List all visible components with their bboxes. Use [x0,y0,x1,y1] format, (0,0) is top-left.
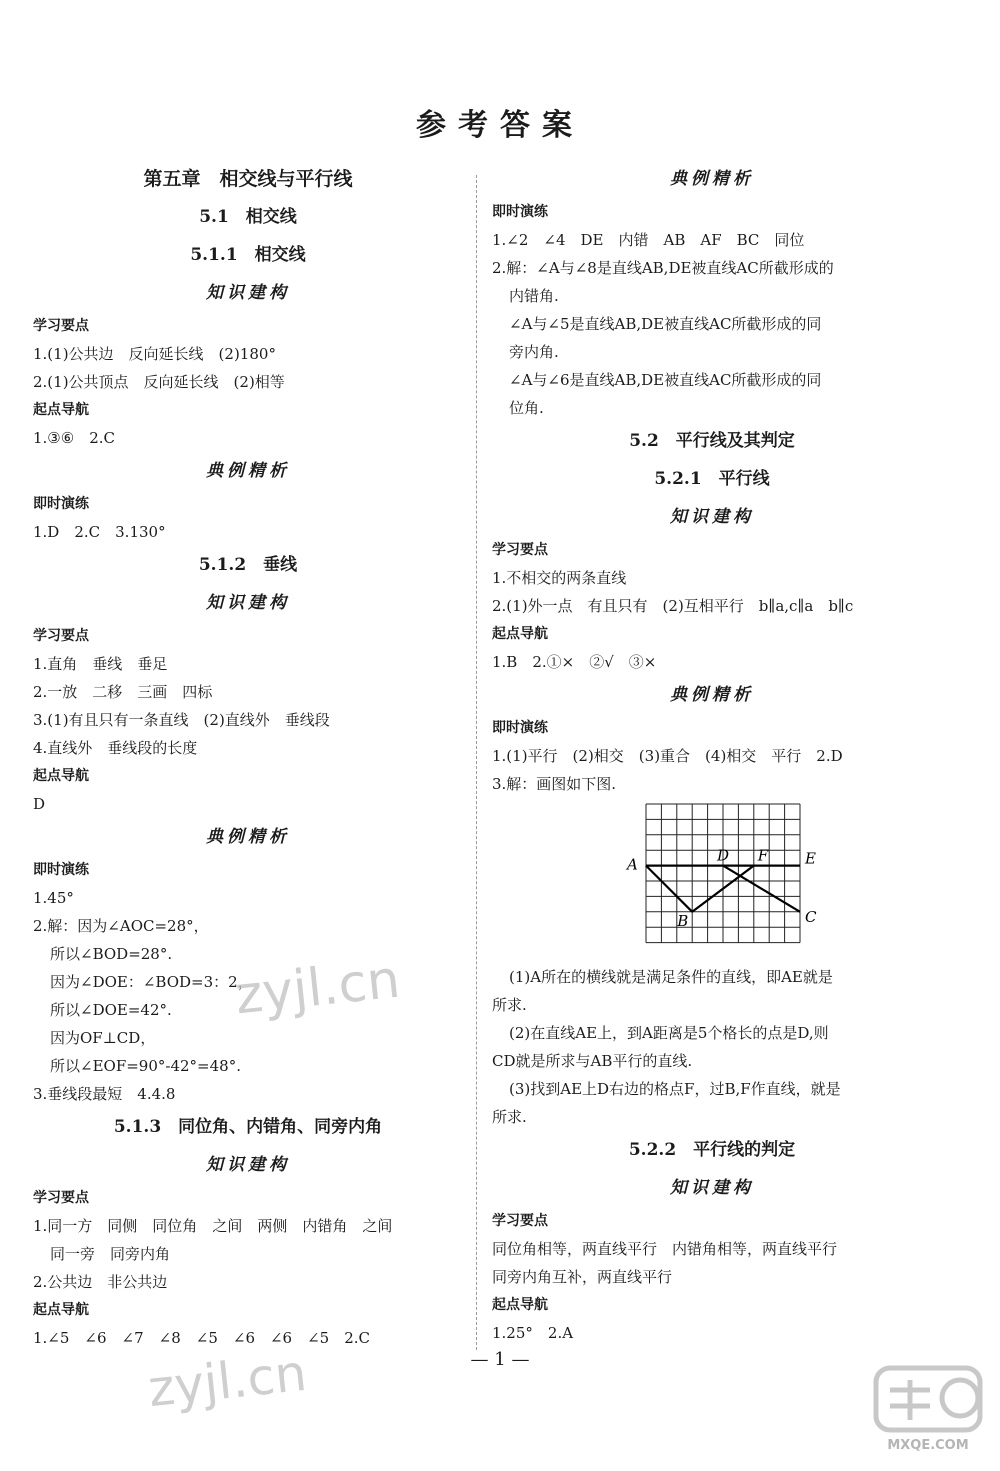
section-heading: 5.1.3 同位角、内错角、同旁内角 [113,1117,383,1137]
column-divider [476,175,477,1350]
label-heading: 学习要点 [33,318,89,334]
watermark-bottom: zyjl.cn [145,1343,310,1419]
label-heading: 起点导航 [33,768,89,784]
answer-line: 1.45° [33,889,74,907]
answer-line: (2)在直线AE上，到A距离是5个格长的点是D,则 [509,1024,829,1042]
subsection-heading: 知识建构 [206,1155,290,1175]
answer-line: 所以∠BOD=28°. [50,945,173,963]
answer-line: CD就是所求与AB平行的直线. [492,1052,693,1070]
answer-line: 所以∠EOF=90°-42°=48°. [50,1057,241,1075]
subsection-heading: 知识建构 [670,1178,754,1198]
section-heading: 5.2.2 平行线的判定 [628,1140,796,1160]
line-ab [646,866,692,912]
logo-icon [868,1360,988,1438]
answer-line: 1.③⑥ 2.C [33,429,115,447]
section-heading: 5.1 相交线 [199,207,297,227]
left-column [33,160,463,1352]
answer-line: 1.不相交的两条直线 [492,569,627,587]
label-heading: 起点导航 [492,626,548,642]
section-heading: 5.1.1 相交线 [190,245,306,265]
answer-line: (3)找到AE上D右边的格点F，过B,F作直线，就是 [509,1080,841,1098]
label-heading: 即时演练 [33,862,89,878]
label-heading: 起点导航 [33,402,89,418]
answer-line: 因为∠DOE：∠BOD=3：2， [50,973,253,991]
subsection-heading: 典例精析 [206,461,290,481]
answer-line: 2.一放 二移 三画 四标 [33,683,213,701]
answer-line: 旁内角. [509,343,559,361]
answer-line: 1.B 2.①× ②√ ③× [492,653,657,671]
line-dc [723,866,800,912]
right-column [492,160,932,1347]
answer-line: (1)A所在的横线就是满足条件的直线，即AE就是 [509,968,833,986]
subsection-heading: 典例精析 [670,685,754,705]
page-number: — 1 — [470,1349,530,1370]
answer-line: 位角. [509,399,544,417]
answer-line: 1.D 2.C 3.130° [33,523,166,541]
answer-line: 1.(1)公共边 反向延长线 (2)180° [33,345,276,363]
subsection-heading: 知识建构 [670,507,754,527]
answer-line: 同旁内角互补，两直线平行 [492,1268,673,1286]
answer-line: 2.解：∠A与∠8是直线AB,DE被直线AC所截形成的 [492,259,834,277]
answer-line: 所求. [492,1108,527,1126]
label-heading: 学习要点 [492,542,548,558]
label-heading: 起点导航 [33,1302,89,1318]
label-heading: 即时演练 [33,496,89,512]
answer-line: 3.垂线段最短 4.4.8 [33,1085,176,1103]
label-heading: 学习要点 [492,1213,548,1229]
label-heading: 即时演练 [492,204,548,220]
answer-line: 所以∠DOE=42°. [50,1001,172,1019]
label-heading: 起点导航 [492,1297,548,1313]
subsection-heading: 典例精析 [670,169,754,189]
point-label-e: E [805,849,816,868]
label-heading: 即时演练 [492,720,548,736]
logo [868,1360,988,1460]
answer-line: 因为OF⊥CD， [50,1029,156,1047]
label-heading: 学习要点 [33,628,89,644]
answer-line: 所求. [492,996,527,1014]
page-title: 参考答案 [416,108,584,143]
section-heading: 5.2 平行线及其判定 [629,431,795,451]
subsection-heading: 典例精析 [206,827,290,847]
answer-line: 同一旁 同旁内角 [50,1245,171,1263]
answer-line: 1.∠5 ∠6 ∠7 ∠8 ∠5 ∠6 ∠6 ∠5 2.C [33,1329,370,1347]
answer-line: 3.(1)有且只有一条直线 (2)直线外 垂线段 [33,711,330,729]
answer-line: 1.同一方 同侧 同位角 之间 两侧 内错角 之间 [33,1217,393,1235]
point-label-f: F [757,846,769,865]
answer-line: 3.解：画图如下图. [492,775,617,793]
answer-line: 1.(1)平行 (2)相交 (3)重合 (4)相交 平行 2.D [492,747,843,765]
logo-text: MXQE.COM [887,1438,969,1453]
label-heading: 学习要点 [33,1190,89,1206]
section-heading: 5.1.2 垂线 [198,555,298,575]
answer-line: ∠A与∠5是直线AB,DE被直线AC所截形成的同 [509,315,822,333]
grid-figure [492,798,932,963]
point-label-a: A [627,855,638,874]
subsection-heading: 知识建构 [206,283,290,303]
answer-line: D [33,795,46,813]
answer-line: 1.25° 2.A [492,1324,574,1342]
answer-line: 2.(1)外一点 有且只有 (2)互相平行 b∥a,c∥a b∥c [492,597,854,615]
answer-line: 2.公共边 非公共边 [33,1273,168,1291]
grid-diagram [624,800,817,960]
answer-line: 1.∠2 ∠4 DE 内错 AB AF BC 同位 [492,231,805,249]
point-label-c: C [805,907,817,926]
subsection-heading: 知识建构 [206,593,290,613]
section-heading: 5.2.1 平行线 [654,469,770,489]
answer-line: 同位角相等，两直线平行 内错角相等，两直线平行 [492,1240,838,1258]
point-label-d: D [717,846,730,865]
answer-line: 内错角. [509,287,559,305]
point-label-b: B [677,911,689,930]
answer-line: 2.(1)公共顶点 反向延长线 (2)相等 [33,373,285,391]
answer-line: ∠A与∠6是直线AB,DE被直线AC所截形成的同 [509,371,822,389]
answer-line: 2.解：因为∠AOC=28°， [33,917,209,935]
answer-line: 4.直线外 垂线段的长度 [33,739,198,757]
answer-line: 1.直角 垂线 垂足 [33,655,168,673]
chapter-heading: 第五章 相交线与平行线 [143,168,353,190]
watermark-mid: zyjl.cn [232,949,403,1027]
